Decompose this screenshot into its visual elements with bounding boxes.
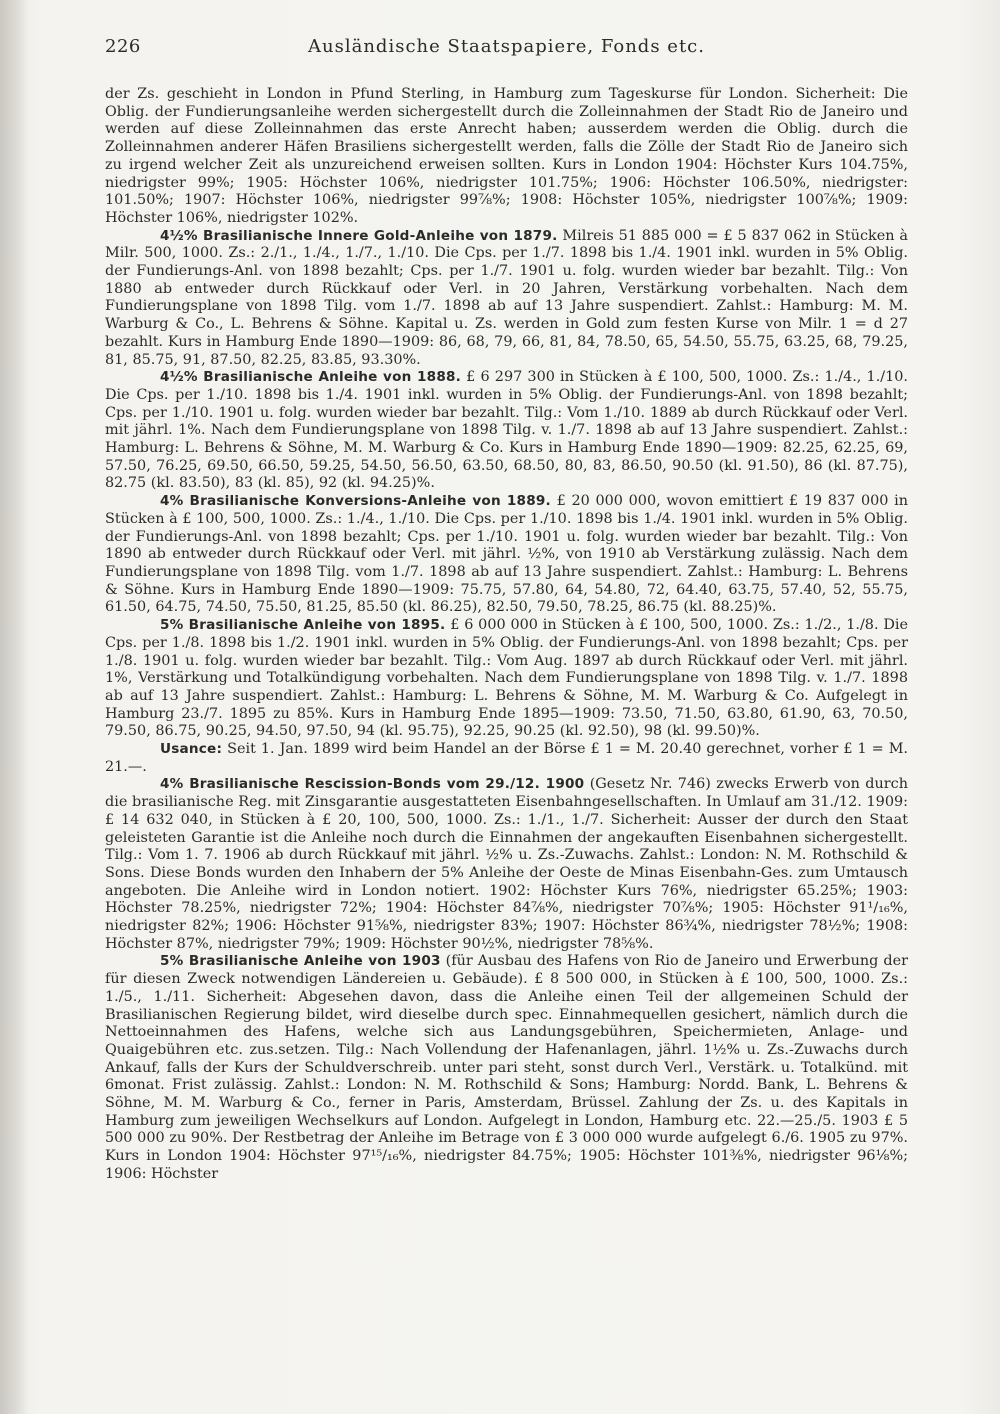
entry-text: £ 6 000 000 in Stücken à £ 100, 500, 1000. Zs.: 1./2., 1./8. Die Cps. per 1./8. 1898 bis 1./2. 1901 inkl. wurden in 5% Oblig. der Fundierungs-Anl. von 1898 bezahlt; Cps. per 1./8. 1901 u. folg. wurden wieder bar bezahlt. Tilg.: Vom Aug. 1897 ab durch Rückkauf oder Verl. mit jährl. 1%, Verstärkung und Totalkündigung vorbehalten. Nach dem Fundierungsplane von 1898 Tilg. v. 1./7. 1898 ab auf 13 Jahre suspendiert. Zahlst.: Hamburg: L. Behrens & Söhne, M. M. Warburg & Co. Aufgelegt in Hamburg 23./7. 1895 zu 85%. Kurs in Hamburg Ende 1895—1909: 73.50, 71.50, 63.80, 61.90, 63, 70.50, 79.50, 86.75, 90.25, 94.50, 97.50, 94 (kl. 95.75), 92.25, 90.25 (kl. 92.50), 98 (kl. 99.50)%. [105, 617, 908, 740]
entry-heading: 5% Brasilianische Anleihe von 1903 [160, 953, 441, 970]
entry-heading: 5% Brasilianische Anleihe von 1895. [160, 617, 446, 634]
entry-text: £ 20 000 000, wovon emittiert £ 19 837 000 in Stücken à £ 100, 500, 1000. Zs.: 1./4., 1./10. Die Cps. per 1./10. 1898 bis 1./4. 1901 inkl. wurden in 5% Oblig. der Fundierungs-Anl. von 1898 bezahlt; Cps. per 1./10. 1901 u. folg. wurden wieder bar bezahlt. Tilg.: Von 1890 ab entweder durch Rückkauf oder Verl. mit jährl. ½%, von 1910 ab Verstärkung zulässig. Nach dem Fundierungsplane von 1898 Tilg. vom 1./7. 1898 ab auf 13 Jahre suspendiert. Zahlst.: Hamburg: L. Behrens & Söhne. Kurs in Hamburg Ende 1890—1909: 75.75, 57.80, 64, 54.80, 72, 64.40, 63.75, 57.40, 52, 55.75, 61.50, 64.75, 74.50, 75.50, 81.25, 85.50 (kl. 86.25), 82.50, 79.50, 78.25, 86.75 (kl. 88.25)%. [105, 493, 908, 616]
entry-anleihe-1903 [105, 953, 908, 1183]
page-header [105, 36, 908, 64]
entry-anleihe-1888 [105, 369, 908, 493]
paragraph-fundierung-continued [105, 86, 908, 228]
entry-anleihe-1895 [105, 617, 908, 741]
entry-heading: Usance: [160, 741, 223, 758]
entry-text: (für Ausbau des Hafens von Rio de Janeiro und Erwerbung der für diesen Zweck notwendigen Ländereien u. Gebäude). £ 8 500 000, in Stücken à £ 100, 500, 1000. Zs.: 1./5., 1./11. Sicherheit: Abgesehen davon, dass die Anleihe einen Teil der allgemeinen Schuld der Brasilianischen Regierung bildet, wird dieselbe durch spec. Einnahmequellen gesichert, nämlich durch die Nettoeinnahmen des Hafens, welche sich aus Landungsgebühren, Speichermieten, Anlage- und Quaigebühren etc. zus.setzen. Tilg.: Nach Vollendung der Hafenanlagen, jährl. 1½% u. Zs.-Zuwachs durch Ankauf, falls der Kurs der Schuldverschreib. unter pari steht, sonst durch Verl., Verstärk. u. Totalkünd. mit 6monat. Frist zulässig. Zahlst.: London: N. M. Rothschild & Sons; Hamburg: Nordd. Bank, L. Behrens & Söhne, M. M. Warburg & Co., ferner in Paris, Amsterdam, Brüssel. Zahlung der Zs. u. des Kapitals in Hamburg zum jeweiligen Wechselkurs auf London. Aufgelegt in London, Hamburg etc. 22.—25./5. 1903 £ 5 500 000 zu 90%. Der Restbetrag der Anleihe im Betrage von £ 3 000 000 wurde aufgelegt 6./6. 1905 zu 97%. Kurs in London 1904: Höchster 97¹⁵/₁₆%, niedrigster 84.75%; 1905: Höchster 101⅜%, niedrigster 96⅛%; 1906: Höchster [105, 953, 908, 1182]
paragraph-text: der Zs. geschieht in London in Pfund Sterling, in Hamburg zum Tageskurse für London. Sicherheit: Die Oblig. der Fundierungsanleihe werden sichergestellt durch die Zolleinnahmen der Stadt Rio de Janeiro und werden auf diese Zolleinnahmen das erste Anrecht haben; ausserdem werden die Oblig. durch die Zolleinnahmen anderer Häfen Brasiliens sichergestellt werden, falls die Zölle der Stadt Rio de Janeiro sich zu irgend welcher Zeit als unzureichend erweisen sollten. Kurs in London 1904: Höchster Kurs 104.75%, niedrigster 99%; 1905: Höchster 106%, niedrigster 101.75%; 1906: Höchster 106.50%, niedrigster: 101.50%; 1907: Höchster 106%, niedrigster 99⅞%; 1908: Höchster 105%, niedrigster 100⅞%; 1909: Höchster 106%, niedrigster 102%. [105, 86, 908, 226]
page-spine-shadow [0, 0, 28, 1414]
entry-text: (Gesetz Nr. 746) zwecks Erwerb von durch die brasilianische Reg. mit Zinsgarantie ausgestatteten Eisenbahngesellschaften. In Umlauf am 31./12. 1909: £ 14 632 040, in Stücken à £ 20, 100, 500, 1000. Zs.: 1./1., 1./7. Sicherheit: Ausser der durch den Staat geleisteten Garantie ist die Anleihe noch durch die Einnahmen der angekauften Eisenbahnen sichergestellt. Tilg.: Vom 1. 7. 1906 ab durch Rückkauf mit jährl. ½% u. Zs.-Zuwachs. Zahlst.: London: N. M. Rothschild & Sons. Diese Bonds wurden den Inhabern der 5% Anleihe der Oeste de Minas Eisenbahn-Ges. zum Umtausch angeboten. Die Anleihe wird in London notiert. 1902: Höchster Kurs 76%, niedrigster 65.25%; 1903: Höchster 78.25%, niedrigster 72%; 1904: Höchster 84⅞%, niedrigster 70⅞%; 1905: Höchster 91¹/₁₆%, niedrigster 82%; 1906: Höchster 91⅝%, niedrigster 83%; 1907: Höchster 86¾%, niedrigster 78½%; 1908: Höchster 87%, niedrigster 79%; 1909: Höchster 90½%, niedrigster 78⅝%. [105, 776, 908, 952]
entry-rescission-bonds-1900 [105, 776, 908, 953]
entry-heading: 4% Brasilianische Konversions-Anleihe von 1889. [160, 493, 551, 510]
page-body [105, 86, 908, 1184]
entry-usance [105, 741, 908, 776]
entry-heading: 4½% Brasilianische Anleihe von 1888. [160, 369, 461, 386]
entry-innere-gold-anleihe-1879 [105, 228, 908, 370]
entry-heading: 4½% Brasilianische Innere Gold-Anleihe von 1879. [160, 227, 558, 244]
entry-text: Seit 1. Jan. 1899 wird beim Handel an der Börse £ 1 = M. 20.40 gerechnet, vorher £ 1 = M. 21.—. [105, 741, 908, 775]
page-number: 226 [105, 36, 141, 57]
running-title: Ausländische Staatspapiere, Fonds etc. [308, 36, 705, 57]
entry-konversions-anleihe-1889 [105, 493, 908, 617]
entry-heading: 4% Brasilianische Rescission-Bonds vom 29./12. 1900 [160, 776, 585, 793]
entry-text: £ 6 297 300 in Stücken à £ 100, 500, 1000. Zs.: 1./4., 1./10. Die Cps. per 1./10. 1898 bis 1./4. 1901 inkl. wurden in 5% Oblig. der Fundierungs-Anl. von 1898 bezahlt; Cps. per 1./10. 1901 u. folg. wurden wieder bar bezahlt. Tilg.: Vom 1./10. 1889 ab durch Rückkauf oder Verl. mit jährl. 1%. Nach dem Fundierungsplane von 1898 Tilg. v. 1./7. 1898 ab auf 13 Jahre suspendiert. Zahlst.: Hamburg: L. Behrens & Söhne, M. M. Warburg & Co. Kurs in Hamburg Ende 1890—1909: 82.25, 62.25, 69, 57.50, 76.25, 69.50, 66.50, 59.25, 54.50, 56.50, 63.50, 68.50, 80, 83, 86.50, 90.50 (kl. 91.50), 86 (kl. 87.75), 82.75 (kl. 83.50), 83 (kl. 85), 92 (kl. 94.25)%. [105, 369, 909, 492]
entry-text: Milreis 51 885 000 = £ 5 837 062 in Stücken à Milr. 500, 1000. Zs.: 2./1., 1./4., 1./7., 1./10. Die Cps. per 1./7. 1898 bis 1./4. 1901 inkl. wurden in 5% Oblig. der Fundierungs-Anl. von 1898 bezahlt; Cps. per 1./7. 1901 u. folg. wurden wieder bar bezahlt. Tilg.: Von 1880 ab entweder durch Rückkauf oder Verl. in 20 Jahren, Verstärkung vorbehalten. Nach dem Fundierungsplane von 1898 Tilg. vom 1./7. 1898 ab auf 13 Jahre suspendiert. Zahlst.: Hamburg: M. M. Warburg & Co., L. Behrens & Söhne. Kapital u. Zs. werden in Gold zum festen Kurse von Milr. 1 = d 27 bezahlt. Kurs in Hamburg Ende 1890—1909: 86, 68, 79, 66, 81, 84, 78.50, 65, 54.50, 55.75, 63.25, 68, 79.25, 81, 85.75, 91, 87.50, 82.25, 83.85, 93.30%. [105, 227, 908, 368]
